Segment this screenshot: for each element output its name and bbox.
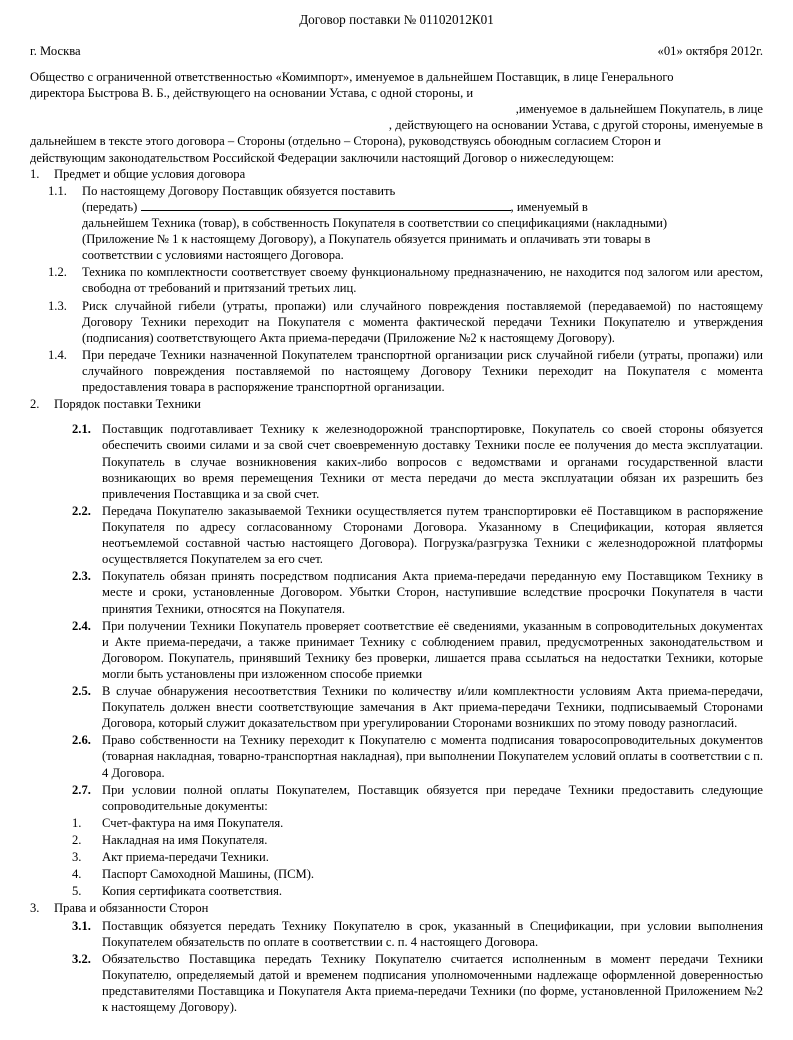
section-number-3: 3. <box>30 901 40 916</box>
clause-1-2-number: 1.2. <box>48 265 67 280</box>
clause-2-4 <box>72 618 763 682</box>
section-title-2: Порядок поставки Техники <box>54 397 201 412</box>
clause-2-2-number: 2.2. <box>72 503 91 518</box>
preamble-line-3 <box>30 101 763 117</box>
clause-1-2-body: Техника по комплектности соответствует своему функциональному предназначению, не находится под залогом или арестом, свободна от требований и притязаний третьих лиц. <box>82 265 763 296</box>
clause-1-3-number: 1.3. <box>48 298 67 313</box>
clause-1-1-body <box>82 183 763 264</box>
list-item-doc-3-text: Акт приема-передачи Техники. <box>102 850 269 865</box>
clause-2-5-number: 2.5. <box>72 684 91 699</box>
section-title-3: Права и обязанности Сторон <box>54 901 209 916</box>
section-number-2: 2. <box>30 397 40 412</box>
clause-1-3 <box>48 298 763 346</box>
section-number-1: 1. <box>30 166 40 181</box>
list-item-doc-5 <box>72 883 763 899</box>
clause-2-4-number: 2.4. <box>72 618 91 633</box>
list-item-doc-4-number: 4. <box>72 867 82 882</box>
clause-1-4-number: 1.4. <box>48 347 67 362</box>
clause-1-4-body: При передаче Техники назначенной Покупателем транспортной организации риск случайной гибели (утраты, пропажи) или случайного повреждения поставляемой по настоящему Договору Техники переходит на Покупателя с момента предоставления товара в распоряжение транспортной организации. <box>82 347 763 395</box>
list-item-doc-2 <box>72 832 763 848</box>
blank-field-subject[interactable] <box>141 199 511 211</box>
section-heading-1 <box>30 166 763 182</box>
clause-1-4 <box>48 347 763 395</box>
document-preamble <box>30 69 763 166</box>
clause-2-3-body: Покупатель обязан принять посредством подписания Акта приема-передачи переданную ему Поставщиком Технику в месте и сроки, установленные Договором. Убытки Сторон, наступившие вследствие просрочки Покупателя в части принятия Техники, относятся на Покупателя. <box>102 569 763 616</box>
preamble-line-5: дальнейшем в тексте этого договора – Стороны (отдельно – Сторона), руководствуясь обоюдным согласием Сторон и <box>30 134 661 149</box>
clause-2-6-body: Право собственности на Технику переходит к Покупателю с момента подписания товаросопроводительных документов (товарная накладная, товарно-транспортная накладная), при выполнении Покупателем условий оплаты в соответствии с п. 4 Договора. <box>102 733 763 780</box>
clause-3-2-body: Обязательство Поставщика передать Технику Покупателю считается исполненным в момент передачи Техники Покупателю, определяемый датой и временем подписания уполномоченными надлежаще оформленной доверенностью представителями Поставщика и Покупателя Акта приема-передачи Техники (по форме, установленной Приложением №2 к настоящему Договору). <box>102 951 763 1015</box>
preamble-line-1: Общество с ограниченной ответственностью «Комимпорт», именуемое в дальнейшем Поставщик, в лице Генерального <box>30 70 674 84</box>
clause-2-7 <box>72 782 763 814</box>
clause-3-1 <box>72 918 763 950</box>
document-title: Договор поставки № 01102012К01 <box>299 12 494 27</box>
list-item-doc-1-number: 1. <box>72 815 82 830</box>
document-date: «01» октября 2012г. <box>657 43 763 58</box>
clause-3-1-body: Поставщик обязуется передать Технику Покупателю в срок, указанный в Спецификации, при условии выполнения Покупателем обязательств по оплате в соответствии с. п. 4 настоящего Договора. <box>102 918 763 949</box>
clause-2-2-body: Передача Покупателю заказываемой Техники осуществляется путем транспортировки её Поставщиком в распоряжение Покупателя по адресу согласованному Сторонами Договора. Указанному в Спецификации, которая является неотъемлемой составной частью настоящего Договора). Погрузка/разгрузка Техники с железнодорожной платформы осуществляется Покупателем за его счет. <box>102 503 763 567</box>
clause-2-5 <box>72 683 763 731</box>
list-item-doc-4-text: Паспорт Самоходной Машины, (ПСМ). <box>102 867 315 882</box>
clause-1-1-line-6: соответствии с условиями настоящего Договора. <box>82 248 344 263</box>
clause-1-1-line-1: По настоящему Договору Поставщик обязуется поставить <box>82 183 396 198</box>
section-heading-2 <box>30 396 763 412</box>
clause-1-1-line-4: дальнейшем Техника (товар), в собственность Покупателя в соответствии со спецификациями (накладными) <box>82 215 668 230</box>
clause-2-7-number: 2.7. <box>72 782 91 797</box>
list-item-doc-5-text: Копия сертификата соответствия. <box>102 884 283 899</box>
list-item-doc-1-text: Счет-фактура на имя Покупателя. <box>102 815 284 830</box>
clause-3-2 <box>72 951 763 1015</box>
preamble-line-4-text: , действующего на основании Устава, с другой стороны, именуемые в <box>388 118 763 133</box>
clause-2-2 <box>72 503 763 567</box>
clause-1-2 <box>48 264 763 296</box>
section-heading-3 <box>30 900 763 916</box>
clause-3-1-number: 3.1. <box>72 918 91 933</box>
clause-2-6 <box>72 732 763 780</box>
clause-1-1-line-3: , именуемый в <box>510 199 588 214</box>
list-item-doc-3 <box>72 849 763 865</box>
list-item-doc-2-text: Накладная на имя Покупателя. <box>102 833 268 848</box>
clause-2-1 <box>72 421 763 502</box>
clause-2-7-body: При условии полной оплаты Покупателем, Поставщик обязуется при передаче Техники предоставить следующие сопроводительные документы: <box>102 782 763 813</box>
clause-2-1-number: 2.1. <box>72 422 91 437</box>
clause-1-1 <box>48 183 763 264</box>
clause-3-2-number: 3.2. <box>72 951 91 966</box>
clause-1-1-line-2: (передать) <box>82 199 138 214</box>
clause-2-6-number: 2.6. <box>72 733 91 748</box>
list-item-doc-5-number: 5. <box>72 884 82 899</box>
clause-1-3-body: Риск случайной гибели (утраты, пропажи) или случайного повреждения поставляемой (передаваемой) по настоящему Договору Техники переходит на Покупателя с момента фактической передачи Техники Покупателю и утверждения (подписания) соответствующего Акта приема-передачи (Приложение №2 к настоящему Договору). <box>82 298 763 345</box>
preamble-line-3-text: ,именуемое в дальнейшем Покупатель, в лице <box>515 102 763 117</box>
clause-2-3-number: 2.3. <box>72 569 91 584</box>
preamble-line-6: действующим законодательством Российской Федерации заключили настоящий Договор о нижеследующем: <box>30 150 615 165</box>
list-item-doc-2-number: 2. <box>72 833 82 848</box>
list-item-doc-4 <box>72 866 763 882</box>
section-title-1: Предмет и общие условия договора <box>54 166 246 181</box>
clause-2-5-body: В случае обнаружения несоответствия Техники по количеству и/или комплектности условиям Акта приема-передачи, Покупатель должен внести соответствующие замечания в Акт приема-передачи Техники, подписываемый Сторонами Договора, который служит доказательством при урегулировании Сторонами возникших по этому поводу разногласий. <box>102 684 763 731</box>
document-city: г. Москва <box>30 43 81 58</box>
clause-1-1-number: 1.1. <box>48 183 67 198</box>
preamble-line-4 <box>30 117 763 133</box>
clause-2-3 <box>72 568 763 616</box>
document-meta <box>30 43 763 59</box>
list-item-doc-1 <box>72 815 763 831</box>
clause-1-1-line-5: (Приложение № 1 к настоящему Договору), а Покупатель обязуется принимать и оплачивать эти товары в <box>82 232 651 247</box>
list-item-doc-3-number: 3. <box>72 850 82 865</box>
clause-2-1-body: Поставщик подготавливает Технику к железнодорожной транспортировке, Покупатель со своей стороны обязуется обеспечить своими силами и за свой счет своевременную доставку Техники после ее получения до места эксплуатации. Покупатель в случае возникновения каких-либо вопросов с ведомствами и органами государственной власти возникающих во время перемещения Техники от места передачи до места эксплуатации обязан их разрешить без привлечения Поставщика и за свой счет. <box>102 422 763 501</box>
clause-2-4-body: При получении Техники Покупатель проверяет соответствие её сведениями, указанным в сопроводительных документах и Акте приема-передачи, а также принимает Технику с соблюдением правил, предусмотренных законодательством и Договором. Покупатель, принявший Технику без проверки, лишается права ссылаться на недостатки Техники, которые могли быть установлены при изложенном способе приемки <box>102 618 763 681</box>
preamble-line-2: директора Быстрова В. Б., действующего на основании Устава, с одной стороны, и <box>30 86 474 101</box>
